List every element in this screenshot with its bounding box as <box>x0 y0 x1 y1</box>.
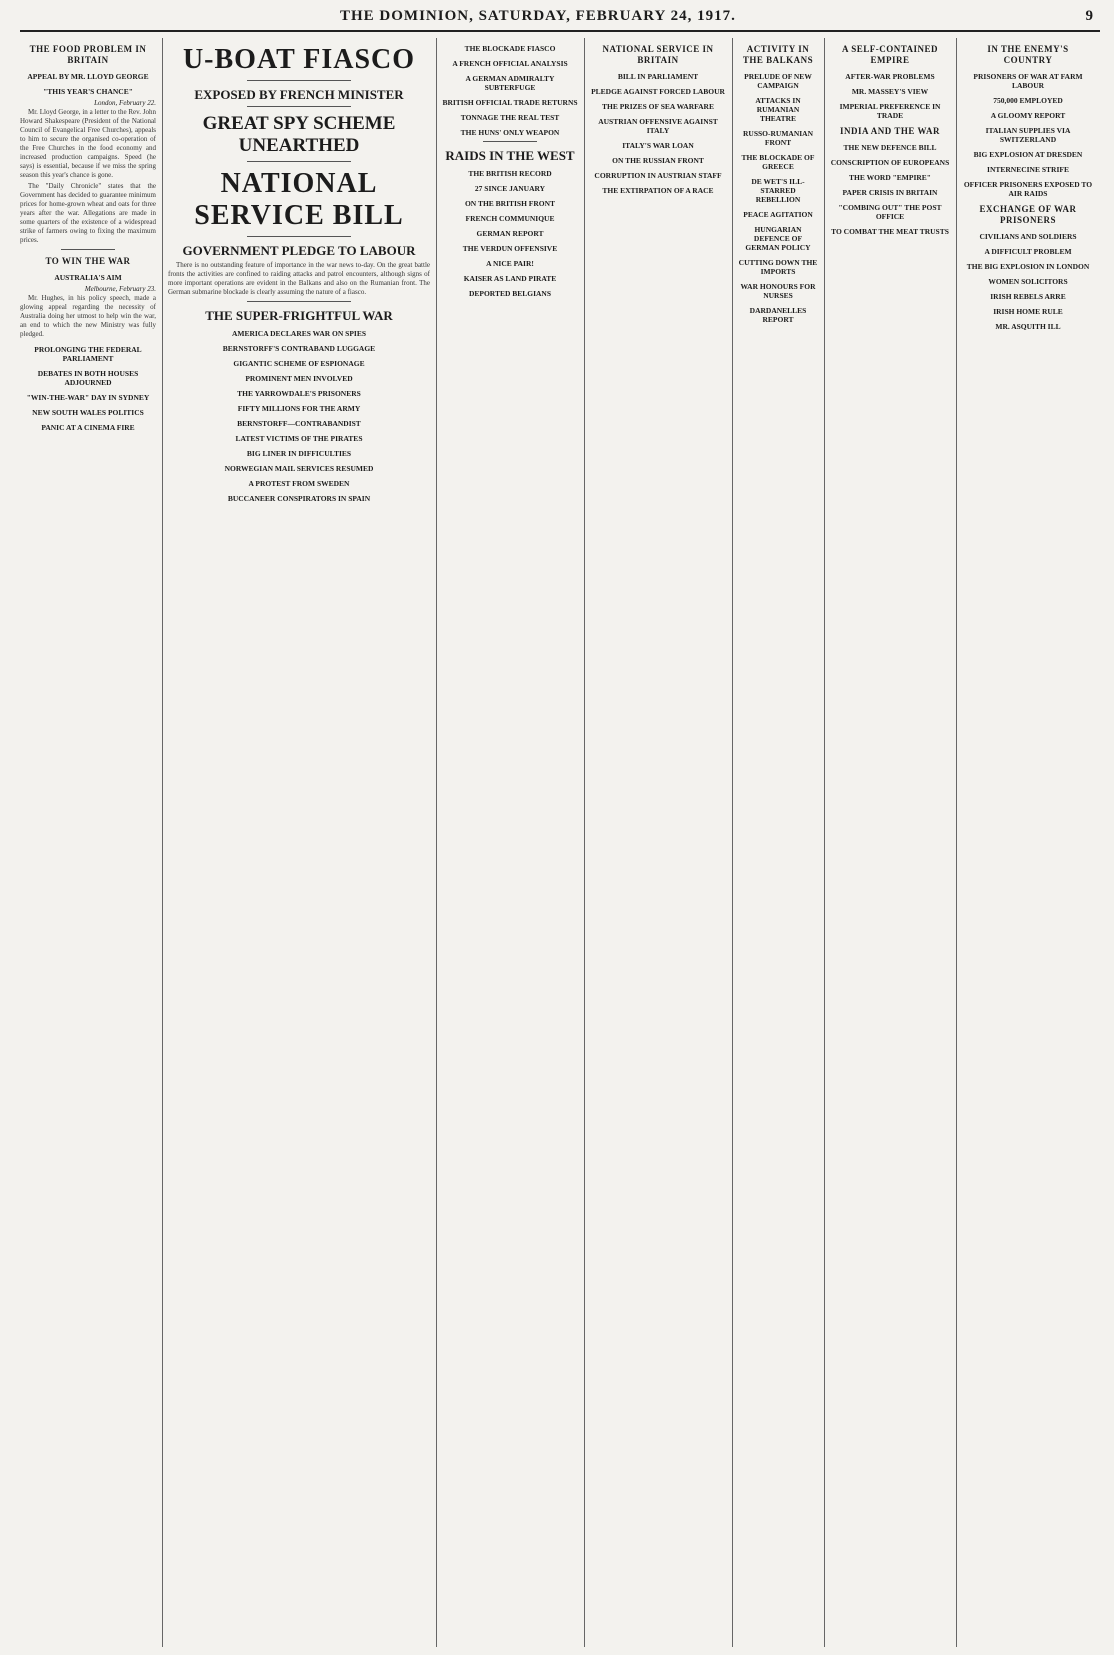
headline: WOMEN SOLICITORS <box>988 277 1068 286</box>
subheadline: THE NEW DEFENCE BILL <box>843 143 937 152</box>
headline: DEBATES IN BOTH HOUSES ADJOURNED <box>37 369 139 387</box>
headline: THE SUPER-FRIGHTFUL WAR <box>205 308 393 323</box>
column-rule <box>436 38 437 1647</box>
headline: AUSTRIAN OFFENSIVE AGAINST ITALY <box>598 117 718 135</box>
headline: BIG LINER IN DIFFICULTIES <box>246 449 352 458</box>
headline: FRENCH COMMUNIQUE <box>465 214 555 223</box>
column-2 <box>168 38 430 1647</box>
column-rule <box>956 38 957 1647</box>
headline: PAPER CRISIS IN BRITAIN <box>842 188 938 197</box>
headline: THE BLOCKADE OF GREECE <box>741 153 815 171</box>
headline: IRISH REBELS ARRE <box>990 292 1066 301</box>
headline: RAIDS IN THE WEST <box>445 148 575 163</box>
headline: GOVERNMENT PLEDGE TO LABOUR <box>182 243 416 258</box>
column-5 <box>738 38 818 1647</box>
column-rule <box>732 38 733 1647</box>
headline: MR. ASQUITH ILL <box>995 322 1061 331</box>
headline: NEW SOUTH WALES POLITICS <box>32 408 144 417</box>
headline: THE BIG EXPLOSION IN LONDON <box>966 262 1090 271</box>
headline: BRITISH OFFICIAL TRADE RETURNS <box>442 98 578 107</box>
subheadline: CONSCRIPTION OF EUROPEANS <box>830 158 950 167</box>
headline: A SELF-CONTAINED EMPIRE <box>841 44 939 65</box>
subheadline: "THIS YEAR'S CHANCE" <box>43 87 133 96</box>
headline: HUNGARIAN DEFENCE OF GERMAN POLICY <box>745 225 811 252</box>
headline: IRISH HOME RULE <box>993 307 1063 316</box>
headline: IN THE ENEMY'S COUNTRY <box>987 44 1069 65</box>
headline: EXCHANGE OF WAR PRISONERS <box>979 204 1077 225</box>
subheadline: AUSTRALIA'S AIM <box>54 273 122 282</box>
headline: GREAT SPY SCHEME UNEARTHED <box>202 113 396 156</box>
headline: WAR HONOURS FOR NURSES <box>740 282 816 300</box>
subheadline: PRISONERS OF WAR AT FARM LABOUR <box>973 72 1083 90</box>
subheadline: BERNSTORFF'S CONTRABAND LUGGAGE <box>222 344 376 353</box>
headline: THE BLOCKADE FIASCO <box>464 44 556 53</box>
subheadline: A DIFFICULT PROBLEM <box>984 247 1072 256</box>
headline: EXPOSED BY FRENCH MINISTER <box>194 87 404 102</box>
subheadline: CIVILIANS AND SOLDIERS <box>979 232 1077 241</box>
subheadline: ATTACKS IN RUMANIAN THEATRE <box>755 96 801 123</box>
headline: A GLOOMY REPORT <box>990 111 1066 120</box>
divider <box>247 301 352 302</box>
headline: ON THE BRITISH FRONT <box>464 199 556 208</box>
subheadline: MR. MASSEY'S VIEW <box>851 87 929 96</box>
article-text: The "Daily Chronicle" states that the Government has decided to guarantee minimum prices for home-grown wheat and oats for three years after the war. Allegations are made in some quarters of the existence of a widespread strike of farmers owing to fixing the maximum prices. <box>20 182 156 244</box>
headline: LATEST VICTIMS OF THE PIRATES <box>235 434 363 443</box>
divider <box>247 236 352 237</box>
divider <box>61 249 115 250</box>
headline: ACTIVITY IN THE BALKANS <box>742 44 814 65</box>
column-rule <box>584 38 585 1647</box>
headline: GERMAN REPORT <box>476 229 544 238</box>
headline: BERNSTORFF—CONTRABANDIST <box>237 419 361 428</box>
divider <box>483 141 537 142</box>
headline: THE PRIZES OF SEA WARFARE <box>602 102 714 111</box>
column-rule <box>824 38 825 1647</box>
subheadline: BILL IN PARLIAMENT <box>617 72 699 81</box>
headline: FIFTY MILLIONS FOR THE ARMY <box>237 404 361 413</box>
divider <box>247 106 352 107</box>
headline: NATIONAL SERVICE IN BRITAIN <box>602 44 714 65</box>
divider <box>247 161 352 162</box>
headline: INDIA AND THE WAR <box>840 126 940 136</box>
divider <box>247 80 352 81</box>
headline: GIGANTIC SCHEME OF ESPIONAGE <box>233 359 365 368</box>
subheadline: PRELUDE OF NEW CAMPAIGN <box>744 72 812 90</box>
headline: ITALY'S WAR LOAN <box>622 141 694 150</box>
article-text: Mr. Hughes, in his policy speech, made a glowing appeal regarding the necessity of Australia doing her utmost to help win the war, an end to which the new Ministry was fully pledged. <box>20 294 156 338</box>
page-number: 9 <box>1085 8 1094 24</box>
column-4 <box>590 38 726 1647</box>
subheadline: AMERICA DECLARES WAR ON SPIES <box>231 329 367 338</box>
subheadline: A FRENCH OFFICIAL ANALYSIS <box>452 59 568 68</box>
headline: THE WORD "EMPIRE" <box>849 173 931 182</box>
column-1 <box>20 38 156 1647</box>
headline: U-BOAT FIASCO <box>182 44 416 75</box>
headline: PANIC AT A CINEMA FIRE <box>41 423 135 432</box>
headline: ITALIAN SUPPLIES VIA SWITZERLAND <box>985 126 1071 144</box>
subheadline: 750,000 EMPLOYED <box>993 96 1063 105</box>
subheadline: PLEDGE AGAINST FORCED LABOUR <box>591 87 725 96</box>
headline: PROMINENT MEN INVOLVED <box>245 374 353 383</box>
headline: THE VERDUN OFFENSIVE <box>462 244 558 253</box>
headline: "WIN-THE-WAR" DAY IN SYDNEY <box>26 393 150 402</box>
headline: ON THE RUSSIAN FRONT <box>612 156 704 165</box>
headline: CORRUPTION IN AUSTRIAN STAFF <box>594 171 722 180</box>
subheadline: THE BRITISH RECORD <box>468 169 552 178</box>
subheadline: 27 SINCE JANUARY <box>474 184 546 193</box>
masthead <box>20 8 1100 32</box>
subheadline: APPEAL BY MR. LLOYD GEORGE <box>27 72 149 81</box>
headline: KAISER AS LAND PIRATE <box>463 274 557 283</box>
column-6 <box>830 38 950 1647</box>
dateline: Melbourne, February 23. <box>84 285 156 293</box>
headline: RUSSO-RUMANIAN FRONT <box>742 129 813 147</box>
headline: DARDANELLES REPORT <box>749 306 807 324</box>
dateline: London, February 22. <box>94 99 156 107</box>
newspaper-title: THE DOMINION, SATURDAY, FEBRUARY 24, 1917. <box>340 8 736 24</box>
column-rule <box>162 38 163 1647</box>
column-3 <box>442 38 578 1647</box>
article-text: There is no outstanding feature of importance in the war news to-day. On the great battle fronts the activities are confined to raiding attacks and patrol encounters, although signs of more important operations are evident in the Balkans and also on the Rumanian front. The German submarine blockade is clearly assuming the nature of a fiasco. <box>168 261 430 296</box>
headline: TO COMBAT THE MEAT TRUSTS <box>831 227 949 236</box>
headline: INTERNECINE STRIFE <box>987 165 1069 174</box>
column-7 <box>962 38 1094 1647</box>
headline: "COMBING OUT" THE POST OFFICE <box>838 203 942 221</box>
headline: A PROTEST FROM SWEDEN <box>248 479 350 488</box>
subheadline: TONNAGE THE REAL TEST <box>460 113 560 122</box>
headline: PROLONGING THE FEDERAL PARLIAMENT <box>34 345 142 363</box>
headline: IMPERIAL PREFERENCE IN TRADE <box>839 102 941 120</box>
headline: BUCCANEER CONSPIRATORS IN SPAIN <box>227 494 371 503</box>
headline: THE EXTIRPATION OF A RACE <box>602 186 714 195</box>
headline: OFFICER PRISONERS EXPOSED TO AIR RAIDS <box>963 180 1093 198</box>
headline: TO WIN THE WAR <box>45 256 131 266</box>
subheadline: AFTER-WAR PROBLEMS <box>845 72 935 81</box>
headline: THE YARROWDALE'S PRISONERS <box>237 389 361 398</box>
headline: A NICE PAIR! <box>486 259 534 268</box>
headline: DE WET'S ILL-STARRED REBELLION <box>751 177 805 204</box>
article-text: Mr. Lloyd George, in a letter to the Rev. John Howard Shakespeare (President of the National Council of Evangelical Free Churches), appeals to him to secure the organised co-operation of the Free Churches in the food economy and increased production campaigns. Speed (he says) is essential, because if we miss the spring season this year's chance is gone. <box>20 108 156 179</box>
headline: CUTTING DOWN THE IMPORTS <box>738 258 818 276</box>
headline: PEACE AGITATION <box>743 210 813 219</box>
headline: THE HUNS' ONLY WEAPON <box>460 128 560 137</box>
headline: DEPORTED BELGIANS <box>468 289 552 298</box>
headline: THE FOOD PROBLEM IN BRITAIN <box>29 44 147 65</box>
headline: BIG EXPLOSION AT DRESDEN <box>973 150 1083 159</box>
headline: NATIONAL SERVICE BILL <box>194 168 404 231</box>
headline: NORWEGIAN MAIL SERVICES RESUMED <box>224 464 374 473</box>
headline: A GERMAN ADMIRALTY SUBTERFUGE <box>465 74 555 92</box>
